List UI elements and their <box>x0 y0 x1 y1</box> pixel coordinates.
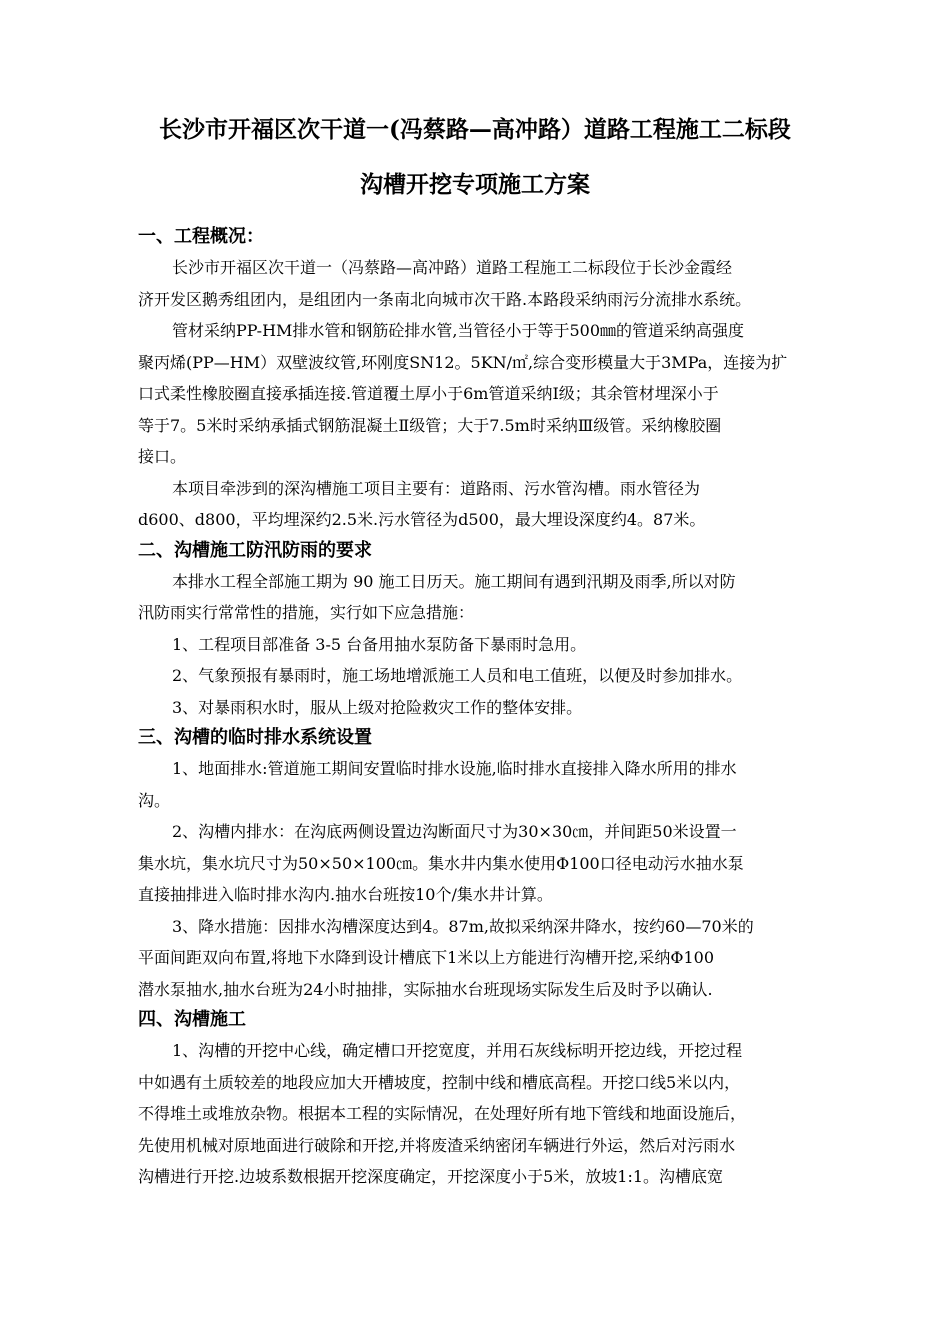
paragraph <box>138 566 818 629</box>
document-body <box>138 222 818 1193</box>
paragraph-line: 平面间距双向布置,将地下水降到设计槽底下1米以上方能进行沟槽开挖,采纳Φ100 <box>138 948 715 967</box>
paragraph <box>138 816 818 911</box>
paragraph <box>138 660 818 692</box>
paragraph-line: 本项目牵涉到的深沟槽施工项目主要有：道路雨、污水管沟槽。雨水管径为 <box>172 478 701 498</box>
paragraph-line: 长沙市开福区次干道一（冯蔡路—高冲路）道路工程施工二标段位于长沙金霞经 <box>172 258 733 277</box>
paragraph-line: 1、地面排水:管道施工期间安置临时排水设施,临时排水直接排入降水所用的排水 <box>172 759 737 778</box>
paragraph <box>138 629 818 661</box>
paragraph-line: 等于7。5米时采纳承插式钢筋混凝土Ⅱ级管；大于7.5m时采纳Ⅲ级管。采纳橡胶圈 <box>138 415 722 435</box>
paragraph <box>138 753 818 816</box>
paragraph-line: 集水坑，集水坑尺寸为50×50×100㎝。集水井内集水使用Φ100口径电动污水抽水泵 <box>138 853 744 873</box>
paragraph-line: 3、降水措施：因排水沟槽深度达到4。87m,故拟采纳深井降水，按约60—70米的 <box>172 916 754 936</box>
paragraph-line: 潜水泵抽水,抽水台班为24小时抽排，实际抽水台班现场实际发生后及时予以确认. <box>138 979 713 999</box>
paragraph <box>138 473 818 536</box>
paragraph-line: 先使用机械对原地面进行破除和开挖,并将废渣采纳密闭车辆进行外运，然后对污雨水 <box>138 1135 736 1155</box>
paragraph-line: 管材采纳PP-HM排水管和钢筋砼排水管,当管径小于等于500㎜的管道采纳高强度 <box>172 321 745 340</box>
section-heading: 四、沟槽施工 <box>138 1009 246 1030</box>
paragraph-line: 沟。 <box>138 790 171 810</box>
paragraph <box>138 315 818 473</box>
paragraph-line: 2、沟槽内排水：在沟底两侧设置边沟断面尺寸为30×30㎝，并间距50米设置一 <box>172 822 737 841</box>
paragraph-line: 沟槽进行开挖.边坡系数根据开挖深度确定，开挖深度小于5米，放坡1:1。沟槽底宽 <box>138 1167 724 1186</box>
paragraph-line: 汛防雨实行常常性的措施，实行如下应急措施： <box>138 603 475 622</box>
paragraph <box>138 252 818 315</box>
paragraph-line: d600、d800，平均埋深约2.5米.污水管径为d500，最大埋设深度约4。87米。 <box>138 510 706 529</box>
paragraph <box>138 911 818 1006</box>
paragraph-line: 本排水工程全部施工期为 90 施工日历天。施工期间有遇到汛期及雨季,所以对防 <box>172 571 736 591</box>
section-heading: 三、沟槽的临时排水系统设置 <box>138 727 372 748</box>
paragraph-line: 聚丙烯(PP—HM）双壁波纹管,环刚度SN12。5KN/㎡,综合变形模量大于3MPa，连接为扩 <box>138 352 788 372</box>
paragraph <box>138 692 818 724</box>
paragraph-line: 直接抽排进入临时排水沟内.抽水台班按10个/集水井计算。 <box>138 885 553 904</box>
paragraph-line: 2、气象预报有暴雨时，施工场地增派施工人员和电工值班，以便及时参加排水。 <box>172 666 743 685</box>
section-heading: 一、工程概况： <box>138 226 264 247</box>
document-title-line-2: 沟槽开挖专项施工方案 <box>360 171 590 198</box>
paragraph-line: 中如遇有土质较差的地段应加大开槽坡度，控制中线和槽底高程。开挖口线5米以内， <box>138 1072 741 1092</box>
paragraph-line: 3、对暴雨积水时，服从上级对抢险救灾工作的整体安排。 <box>172 697 583 717</box>
paragraph <box>138 1035 818 1193</box>
paragraph-line: 不得堆土或堆放杂物。根据本工程的实际情况，在处理好所有地下管线和地面设施后， <box>138 1104 747 1123</box>
paragraph-line: 1、沟槽的开挖中心线，确定槽口开挖宽度，并用石灰线标明开挖边线，开挖过程 <box>172 1041 743 1060</box>
paragraph-line: 口式柔性橡胶圈直接承插连接.管道覆土厚小于6m管道采纳Ⅰ级；其余管材埋深小于 <box>138 384 719 403</box>
document-title-line-1: 长沙市开福区次干道一(冯蔡路—高冲路）道路工程施工二标段 <box>159 116 791 143</box>
paragraph-line: 济开发区鹅秀组团内，是组团内一条南北向城市次干路.本路段采纳雨污分流排水系统。 <box>138 289 752 309</box>
section-heading: 二、沟槽施工防汛防雨的要求 <box>138 539 372 561</box>
paragraph-line: 接口。 <box>138 447 187 466</box>
paragraph-line: 1、工程项目部准备 3-5 台备用抽水泵防备下暴雨时急用。 <box>172 634 587 654</box>
